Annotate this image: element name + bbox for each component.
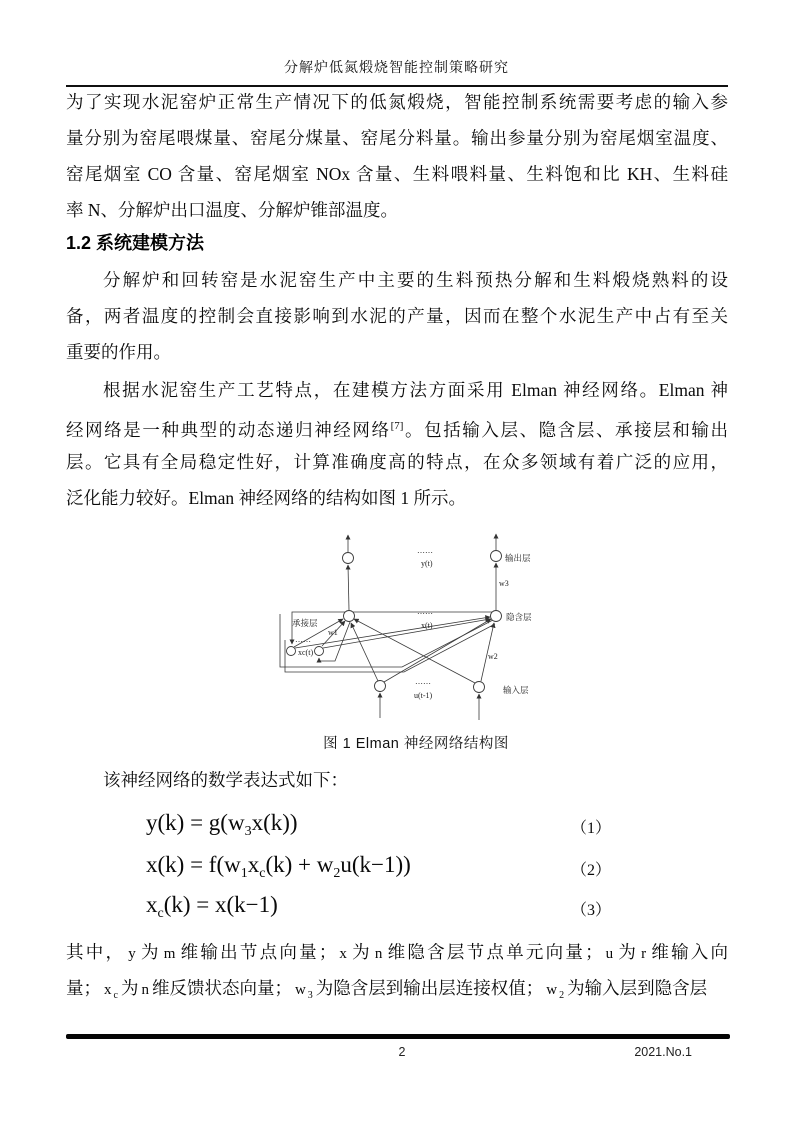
text-line: 根据水泥窑生产工艺特点，在建模方法方面采用 Elman 神经网络。Elman 神 — [103, 380, 728, 400]
equation-1-number: （1） — [571, 820, 612, 837]
text-line: 泛化能力较好。Elman 神经网络的结构如图 1 所示。 — [66, 488, 467, 508]
w1-label: w1 — [328, 628, 338, 637]
equation-1-formula: $y(k) = g(w_3x(k))$ — [146, 810, 298, 839]
context-node-left — [287, 647, 296, 656]
dots-top-label: …… — [417, 546, 433, 555]
paragraph-equipment — [66, 262, 728, 370]
paragraph-variable-definitions — [66, 934, 728, 1006]
context-node-right — [315, 647, 324, 656]
text-line: 重要的作用。 — [66, 342, 171, 362]
equation-2 — [66, 852, 728, 892]
text-line: 窑尾烟室 CO 含量、窑尾烟室 NOx 含量、生料喂料量、生料饱和比 KH、生料硅 — [66, 164, 728, 184]
text-line: 层。它具有全局稳定性好，计算准确度高的特点，在众多领域有着广泛的应用， — [66, 452, 728, 472]
equation-2-number: （2） — [571, 862, 612, 879]
input-node-right — [474, 682, 485, 693]
dots-mid-label: …… — [417, 607, 433, 616]
text-line: 量分别为窑尾喂煤量、窑尾分煤量、窑尾分料量。输出参量分别为窑尾烟室温度、 — [66, 128, 728, 148]
output-layer-label: 输出层 — [505, 553, 531, 563]
paragraph-equations-intro: 该神经网络的数学表达式如下： — [103, 770, 348, 790]
paragraph-intro — [66, 84, 728, 228]
xc-t-label: xc(t) — [298, 648, 314, 657]
section-heading: 1.2 系统建模方法 — [66, 233, 205, 253]
u-t-label: u(t-1) — [414, 691, 433, 700]
text-line: 其中， y 为 m 维输出节点向量； x 为 n 维隐含层节点单元向量； u 为 r 维输入向 — [66, 942, 729, 962]
elman-network-diagram — [272, 528, 572, 728]
input-node-left — [375, 681, 386, 692]
figure-caption: 图 1 Elman 神经网络结构图 — [323, 736, 509, 752]
dots-context-label: …… — [295, 635, 311, 644]
x-t-label: x(t) — [421, 621, 433, 630]
w2-label: w2 — [488, 652, 498, 661]
paragraph-elman — [66, 372, 728, 516]
network-nodes — [287, 551, 502, 693]
running-header-title: 分解炉低氮煅烧智能控制策略研究 — [284, 61, 509, 76]
text-line: 率 N、分解炉出口温度、分解炉锥部温度。 — [66, 200, 399, 220]
equation-3 — [66, 892, 728, 932]
equation-3-formula: $x_c(k) = x(k-1)$ — [146, 892, 278, 921]
text-line: 量； x $_c$ 为 n 维反馈状态向量； w $_3$ 为隐含层到输出层连接权值； w $_2$ 为输入层到隐含层 — [66, 978, 708, 1001]
w3-label: w3 — [499, 579, 509, 588]
output-node-left — [343, 553, 354, 564]
equation-3-number: （3） — [571, 902, 612, 919]
text-line: 经网络是一种典型的动态递归神经网络[7]。包括输入层、隐含层、承接层和输出 — [66, 420, 729, 440]
y-t-label: y(t) — [421, 559, 433, 568]
text-line: 为了实现水泥窑炉正常生产情况下的低氮煅烧，智能控制系统需要考虑的输入参 — [66, 92, 728, 112]
text-line: 备，两者温度的控制会直接影响到水泥的产量，因而在整个水泥生产中占有至关 — [66, 306, 728, 326]
text-line: 分解炉和回转窑是水泥窑生产中主要的生料预热分解和生料煅烧熟料的设 — [103, 270, 728, 290]
equation-1 — [66, 810, 728, 850]
page-number: 2 — [398, 1045, 406, 1059]
hidden-layer-label: 隐含层 — [506, 612, 532, 622]
hidden-node-right — [491, 611, 502, 622]
hidden-node-left — [344, 611, 355, 622]
footer-rule — [66, 1034, 730, 1039]
equation-2-formula: $x(k) = f(w_1x_c(k) + w_2u(k-1))$ — [146, 852, 411, 881]
dots-bottom-label: …… — [415, 677, 431, 686]
context-layer-label: 承接层 — [292, 618, 318, 628]
input-layer-label: 输入层 — [503, 685, 529, 695]
output-node-right — [491, 551, 502, 562]
issue-label: 2021.No.1 — [634, 1045, 692, 1059]
